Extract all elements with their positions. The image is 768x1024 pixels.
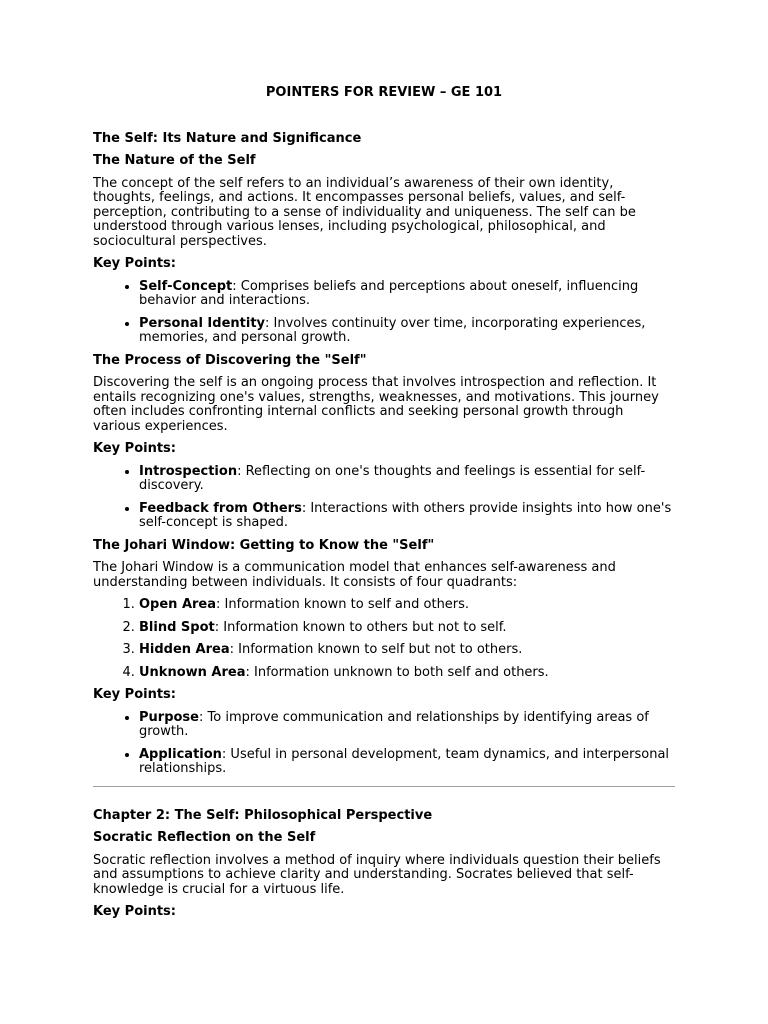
horizontal-rule bbox=[93, 786, 675, 787]
list-item-text: : Involves continuity over time, incorporating experiences, memories, and personal growth. bbox=[139, 315, 646, 345]
list-item bbox=[139, 465, 675, 494]
key-points-label: Key Points: bbox=[93, 687, 176, 702]
list-item-term: Blind Spot bbox=[139, 619, 215, 635]
paragraph: Socratic reflection involves a method of inquiry where individuals question their beliefs and assumptions to achieve clarity and understanding. Socrates believed that self-knowledge is crucial for a virtuous life. bbox=[93, 852, 661, 897]
numbered-item bbox=[139, 643, 675, 658]
section-heading: Socratic Reflection on the Self bbox=[93, 830, 316, 845]
numbered-item bbox=[139, 621, 675, 636]
paragraph: The concept of the self refers to an individual’s awareness of their own identity, thoughts, feelings, and actions. It encompasses personal beliefs, values, and self-perception, contributing to a sense of individuality and uniqueness. The self can be understood through various lenses, including psychological, philosophical, and sociocultural perspectives. bbox=[93, 175, 636, 249]
list-item-term: Personal Identity bbox=[139, 315, 266, 331]
list-item-term: Hidden Area bbox=[139, 642, 230, 657]
list-item-text: : Reflecting on one's thoughts and feelings is essential for self-discovery. bbox=[139, 463, 646, 493]
paragraph: The Johari Window is a communication model that enhances self-awareness and understanding between individuals. It consists of four quadrants: bbox=[93, 560, 616, 590]
bullet-list bbox=[93, 280, 675, 346]
list-item-term: Application bbox=[139, 746, 222, 762]
list-item-term: Unknown Area bbox=[139, 664, 246, 680]
list-item-text: : Information known to self but not to others. bbox=[229, 642, 523, 657]
section-heading: The Johari Window: Getting to Know the "Self" bbox=[93, 537, 435, 553]
numbered-item bbox=[139, 666, 675, 681]
bullet-list bbox=[93, 465, 675, 531]
list-item-text: : Interactions with others provide insights into how one's self-concept is shaped. bbox=[139, 500, 672, 530]
list-item-text: : Information known to self and others. bbox=[216, 597, 470, 612]
list-item bbox=[139, 748, 675, 777]
list-item-text: : Information known to others but not to self. bbox=[214, 619, 507, 635]
section-heading: The Nature of the Self bbox=[93, 153, 256, 168]
key-points-label: Key Points: bbox=[93, 904, 176, 919]
list-item-term: Self-Concept bbox=[139, 278, 233, 294]
list-item-term: Open Area bbox=[139, 597, 217, 612]
list-item bbox=[139, 280, 675, 309]
paragraph: Discovering the self is an ongoing process that involves introspection and reflection. It entails recognizing one's values, strengths, weaknesses, and motivations. This journey often includes confronting internal conflicts and seeking personal growth through various experiences. bbox=[93, 375, 659, 434]
list-item-term: Feedback from Others bbox=[139, 500, 302, 516]
list-item-text: : Comprises beliefs and perceptions about oneself, influencing behavior and interactions. bbox=[139, 278, 639, 308]
key-points-label: Key Points: bbox=[93, 441, 176, 456]
section-heading: The Process of Discovering the "Self" bbox=[93, 352, 367, 368]
list-item-text: : To improve communication and relationships by identifying areas of growth. bbox=[139, 709, 649, 739]
bullet-list bbox=[93, 711, 675, 777]
numbered-list bbox=[93, 598, 675, 680]
section-heading: The Self: Its Nature and Significance bbox=[93, 130, 362, 146]
numbered-item bbox=[139, 598, 675, 613]
list-item-term: Introspection bbox=[139, 463, 238, 479]
document-content bbox=[93, 86, 675, 928]
list-item-text: : Information unknown to both self and others. bbox=[245, 664, 549, 680]
list-item bbox=[139, 711, 675, 740]
list-item-term: Purpose bbox=[139, 709, 199, 725]
list-item-text: : Useful in personal development, team dynamics, and interpersonal relationships. bbox=[139, 746, 670, 776]
document-title: POINTERS FOR REVIEW – GE 101 bbox=[265, 85, 503, 100]
list-item bbox=[139, 502, 675, 531]
chapter-heading: Chapter 2: The Self: Philosophical Perspective bbox=[93, 807, 433, 823]
key-points-label: Key Points: bbox=[93, 256, 176, 271]
list-item bbox=[139, 317, 675, 346]
